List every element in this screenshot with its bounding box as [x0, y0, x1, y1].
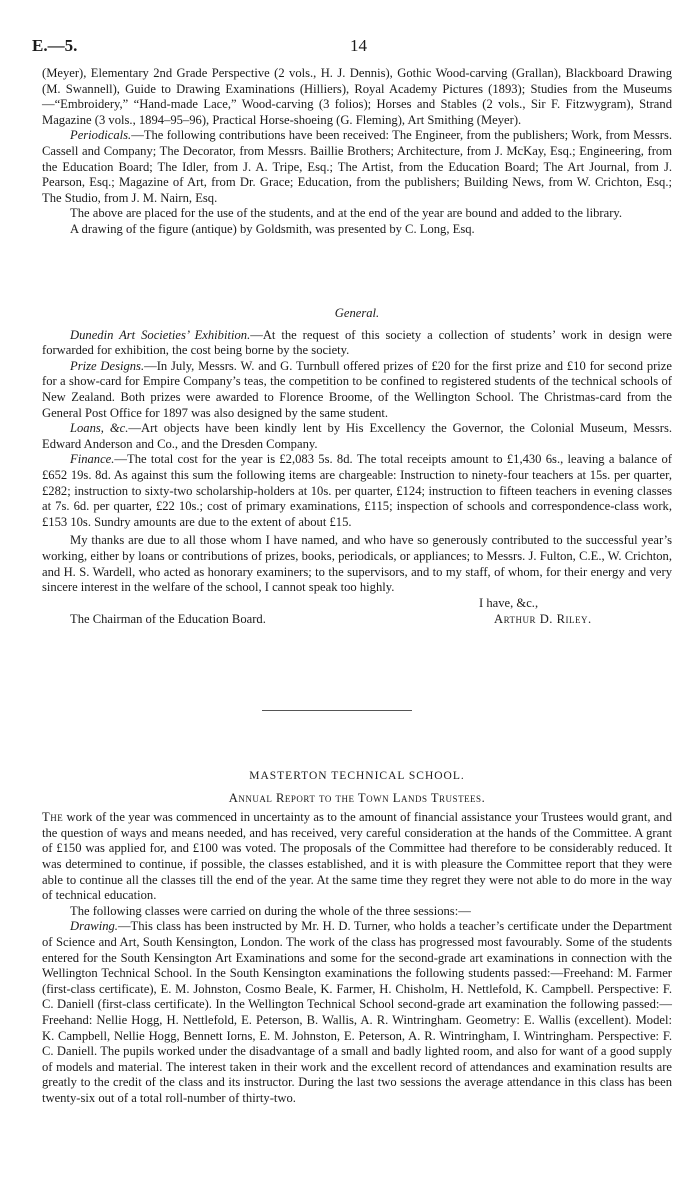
periodicals-paragraph — [42, 128, 672, 206]
dunedin-label: Dunedin Art Societies’ Exhibition. — [70, 327, 251, 342]
library-section — [42, 66, 672, 238]
prize-text: —In July, Messrs. W. and G. Turnbull offered prizes of £20 for the first prize and £10 for second prize for a show-card for Empire Company’s teas, the competition to be confined to registered students of the technical schools of New Zealand. Both prizes were awarded to Florence Broome, of the Wellington School. The Christmas-card from the General Post Office for 1897 was also designed by the same student. — [42, 358, 672, 420]
signatory-name: Arthur D. Riley. — [494, 611, 592, 626]
drawing-gift-paragraph: A drawing of the figure (antique) by Goldsmith, was presented by C. Long, Esq. — [70, 221, 475, 236]
parliamentary-paper-ref: E.—5. — [32, 36, 78, 55]
periodicals-label: Periodicals. — [70, 128, 132, 143]
masterton-subtitle: Annual Report to the Town Lands Trustees. — [228, 790, 486, 805]
drawing-text: —This class has been instructed by Mr. H. D. Turner, who holds a teacher’s certificate under the Department of Science and Art, South Kensington, London. The work of the class has progressed most favourably. Some of the students entered for the South Kensington Art Examinations and some for the second-grade art examinations in connection with the Wellington Technical School. In the South Kensington examinations the following students passed:—Freehand: M. Farmer (first-class certificate), E. M. Johnston, Cosmo Beale, K. Farmer, H. Chisholm, H. Nettlefold, K. Campbell. Perspective: F. C. Daniell (first-class certificate). In the Wellington Technical School second-grade art examination the following passed:—Freehand: Nellie Hogg, H. Nettlefold, E. Peterson, B. Wallis, A. R. Wintringham. Geometry: E. Wallis (excellent). Model: K. Campbell, Nellie Hogg, Bennett Iorns, E. M. Johnston, E. Peterson, A. R. Wintringham, I. Wintringham. Perspective: F. C. Daniell. The pupils worked under the disadvantage of a small and badly lighted room, and also for want of a good supply of models and material. The interest taken in their work and the excellent record of attendances and examination results are greatly to the credit of the class and its instructor. During the last two sessions the average attendance in this class has been twenty-six out of a total roll-number of thirty-two. — [42, 919, 672, 1105]
prize-paragraph — [42, 359, 672, 421]
classes-paragraph: The following classes were carried on during the whole of the three sessions:— — [70, 903, 471, 918]
page-header — [32, 36, 668, 60]
prize-label: Prize Designs. — [70, 358, 145, 373]
drawing-paragraph — [42, 919, 672, 1106]
book-list-continued: (Meyer), Elementary 2nd Grade Perspective (2 vols., H. J. Dennis), Gothic Wood-carving (Grallan), Blackboard Drawing (M. Swannell), Guide to Drawing Examinations (Hilliers), Royal Academy Pictures (1893); Studies from the Museums—“Embroidery,” “Hand-made Lace,” Wood-carving (3 folios); Horses and Stables (2 vols., Sir F. Fitzwygram), Strand Magazine (3 vols., 1894–95–96), Practical Horse-shoeing (G. Fleming), Art Smithing (Meyer). — [42, 66, 672, 127]
section-divider — [262, 710, 412, 711]
dunedin-text: —At the request of this society a collection of students’ work in design were forwarded for exhibition, the cost being borne by the society. — [42, 327, 672, 358]
dunedin-paragraph — [42, 328, 672, 359]
intro-lead: The — [42, 810, 64, 825]
loans-text: —Art objects have been kindly lent by His Excellency the Governor, the Colonial Museum, Messrs. Edward Anderson and Co., and the Dresden Company. — [42, 421, 672, 451]
loans-label: Loans, &c. — [70, 421, 129, 436]
loans-paragraph — [42, 421, 672, 452]
sign-off: I have, &c., — [479, 595, 539, 610]
finance-label: Finance. — [70, 452, 115, 467]
masterton-title: MASTERTON TECHNICAL SCHOOL. — [249, 770, 465, 782]
masterton-section — [42, 769, 672, 1106]
finance-text: —The total cost for the year is £2,083 5s. 8d. The total receipts amount to £1,430 6s., leaving a balance of £652 19s. 8d. As against this sum the following items are chargeable: Instruction to ninety-four teachers at 15s. per quarter, £282; instruction to sixty-two scholarship-holders at 10s. per quarter, £124; instruction to fifteen teachers in evening classes at 7s. 6d. per quarter, £22 10s.; cost of primary examinations, £115; inspection of schools and correspondence-class work, £153 10s. Sundry amounts are due to the extent of about £15. — [42, 452, 672, 529]
general-section — [42, 306, 672, 626]
page-number: 14 — [350, 36, 367, 55]
general-heading: General. — [334, 306, 380, 320]
finance-paragraph — [42, 452, 672, 530]
intro-text: work of the year was commenced in uncertainty as to the amount of financial assistance your Trustees would grant, and the question of ways and means needed, and has received, very careful consideration at the hands of the Committee. A grant of £150 was applied for, and £100 was voted. The proposals of the Committee had therefore to be considerably reduced. It was determined to continue, if possible, the classes established, and it is with pleasure the Committee report that they were able to continue all the classes till the end of the year. At the same time they regret they were not able to do more in the way of technical education. — [42, 810, 672, 903]
periodicals-text: —The following contributions have been received: The Engineer, from the publishers; Work, from Messrs. Cassell and Company; The Decorator, from Messrs. Baillie Brothers; Architecture, from J. McKay, Esq.; Engineering, from the Education Board; The Idler, from J. A. Tripe, Esq.; The Artist, from the Education Board; The Art Journal, from J. Pearson, Esq.; Magazine of Art, from Dr. Grace; Education, from the publishers; Building News, from W. Crichton, Esq.; The Studio, from J. M. Nairn, Esq. — [42, 128, 672, 205]
thanks-paragraph: My thanks are due to all those whom I have named, and who have so generously contributed to the successful year’s working, either by loans or contributions of prizes, books, periodicals, or appliances; to Messrs. J. Fulton, C.E., W. Crichton, and H. S. Wardell, who acted as honorary examiners; to the supervisors, and to my staff, of whom, for their energy and very sincere interest in the welfare of the school, I cannot speak too highly. — [42, 533, 672, 595]
drawing-label: Drawing. — [70, 919, 118, 934]
masterton-intro — [42, 810, 672, 904]
signature-block — [42, 596, 672, 626]
addressee: The Chairman of the Education Board. — [70, 611, 266, 626]
bound-paragraph: The above are placed for the use of the students, and at the end of the year are bound and added to the library. — [70, 206, 623, 221]
